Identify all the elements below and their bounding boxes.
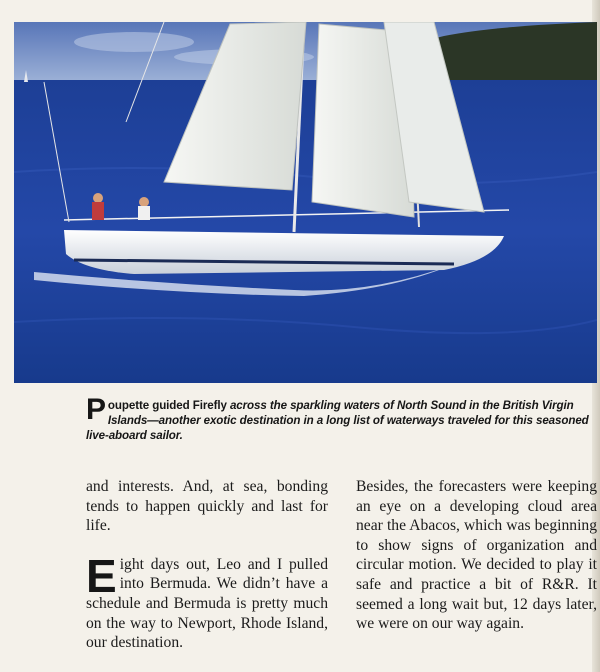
caption-boat-name: Firefly (192, 399, 227, 412)
caption-dropcap: P (86, 393, 106, 426)
photo-caption (86, 393, 591, 443)
hull (64, 230, 504, 274)
left-paragraph-2-text: ight days out, Leo and I pulled into Bermuda. We didn’t have a schedule and Bermuda is pretty much on the way to Newport, Rhode Island, our destination. (86, 555, 328, 652)
sailboat-photo (14, 22, 597, 383)
body-column-left (86, 477, 328, 653)
left-paragraph-1: and interests. And, at sea, bonding tends to happen quickly and last for life. (86, 478, 328, 535)
paragraph-dropcap: E (86, 549, 117, 602)
caption-rest: across the sparkling waters of North Sound in the British Virgin Islands—another exotic destination in a long list of waterways traveled for this seasoned live-aboard sailor. (86, 399, 589, 442)
sailboat-illustration (14, 22, 597, 383)
left-paragraph-2 (86, 549, 328, 653)
caption-lead: oupette guided (107, 399, 190, 412)
right-paragraph: Besides, the forecasters were keeping an eye on a developing cloud area near the Abacos, which was beginning to show signs of organization and circular motion. We decided to play it safe and practice a bit of R&R. It seemed a long wait but, 12 days later, we were on our way again. (356, 478, 597, 633)
body-column-right (356, 477, 597, 634)
